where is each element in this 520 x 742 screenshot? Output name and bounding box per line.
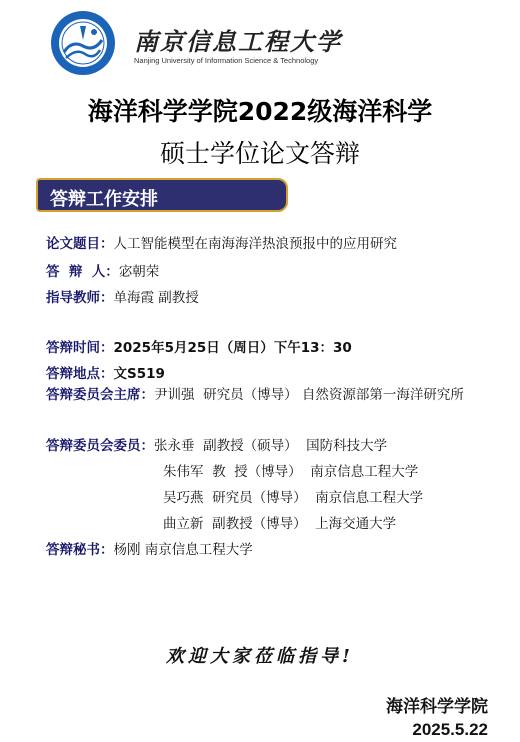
place-value: 文S519: [113, 366, 165, 382]
footer-date: 2025.5.22: [412, 720, 488, 739]
place-row: [46, 362, 165, 382]
member-row: [163, 486, 423, 506]
advisor-value: 单海霞 副教授: [113, 290, 199, 306]
time-label: 答辩时间：: [46, 340, 114, 356]
section-banner: [36, 178, 288, 212]
page-title-line1: 海洋科学学院2022级海洋科学: [87, 97, 433, 126]
secretary-row: [46, 538, 253, 558]
footer-organization: 海洋科学学院: [386, 697, 488, 717]
member-item: 张永垂 副教授（硕导） 国防科技大学: [154, 438, 388, 454]
member-item: 朱伟军 教 授（博导） 南京信息工程大学: [163, 464, 419, 480]
page-title-line2: 硕士学位论文答辩: [159, 139, 360, 168]
member-item: 曲立新 副教授（博导） 上海交通大学: [163, 516, 397, 532]
chair-label: 答辩委员会主席：: [46, 387, 154, 403]
members-row: [46, 434, 387, 454]
candidate-row: [46, 260, 159, 280]
university-name-cn: 南京信息工程大学: [134, 27, 342, 56]
candidate-label: 答 辩 人：: [46, 264, 119, 280]
members-label: 答辩委员会委员：: [46, 438, 154, 454]
chair-row: [46, 384, 486, 406]
welcome-text: 欢迎大家莅临指导!: [166, 646, 354, 667]
university-logo-icon: [50, 10, 116, 76]
university-name-en: Nanjing University of Information Science & Technology: [134, 56, 319, 65]
time-row: [46, 336, 352, 356]
chair-value: 尹训强 研究员（博导） 自然资源部第一海洋研究所: [154, 387, 464, 403]
advisor-label: 指导教师：: [46, 290, 114, 306]
advisor-row: [46, 286, 199, 306]
member-item: 吴巧燕 研究员（博导） 南京信息工程大学: [163, 490, 424, 506]
secretary-value: 杨刚 南京信息工程大学: [113, 542, 253, 558]
member-row: [163, 512, 396, 532]
thesis-value: 人工智能模型在南海海洋热浪预报中的应用研究: [113, 236, 397, 252]
header: [50, 10, 342, 78]
member-row: [163, 460, 418, 480]
thesis-label: 论文题目：: [46, 236, 114, 252]
place-label: 答辩地点：: [46, 366, 114, 382]
thesis-row: [46, 232, 397, 252]
secretary-label: 答辩秘书：: [46, 542, 114, 558]
section-banner-label: 答辩工作安排: [50, 189, 158, 210]
time-value: 2025年5月25日（周日）下午13：30: [113, 340, 352, 356]
candidate-value: 宓朝荣: [118, 264, 160, 280]
